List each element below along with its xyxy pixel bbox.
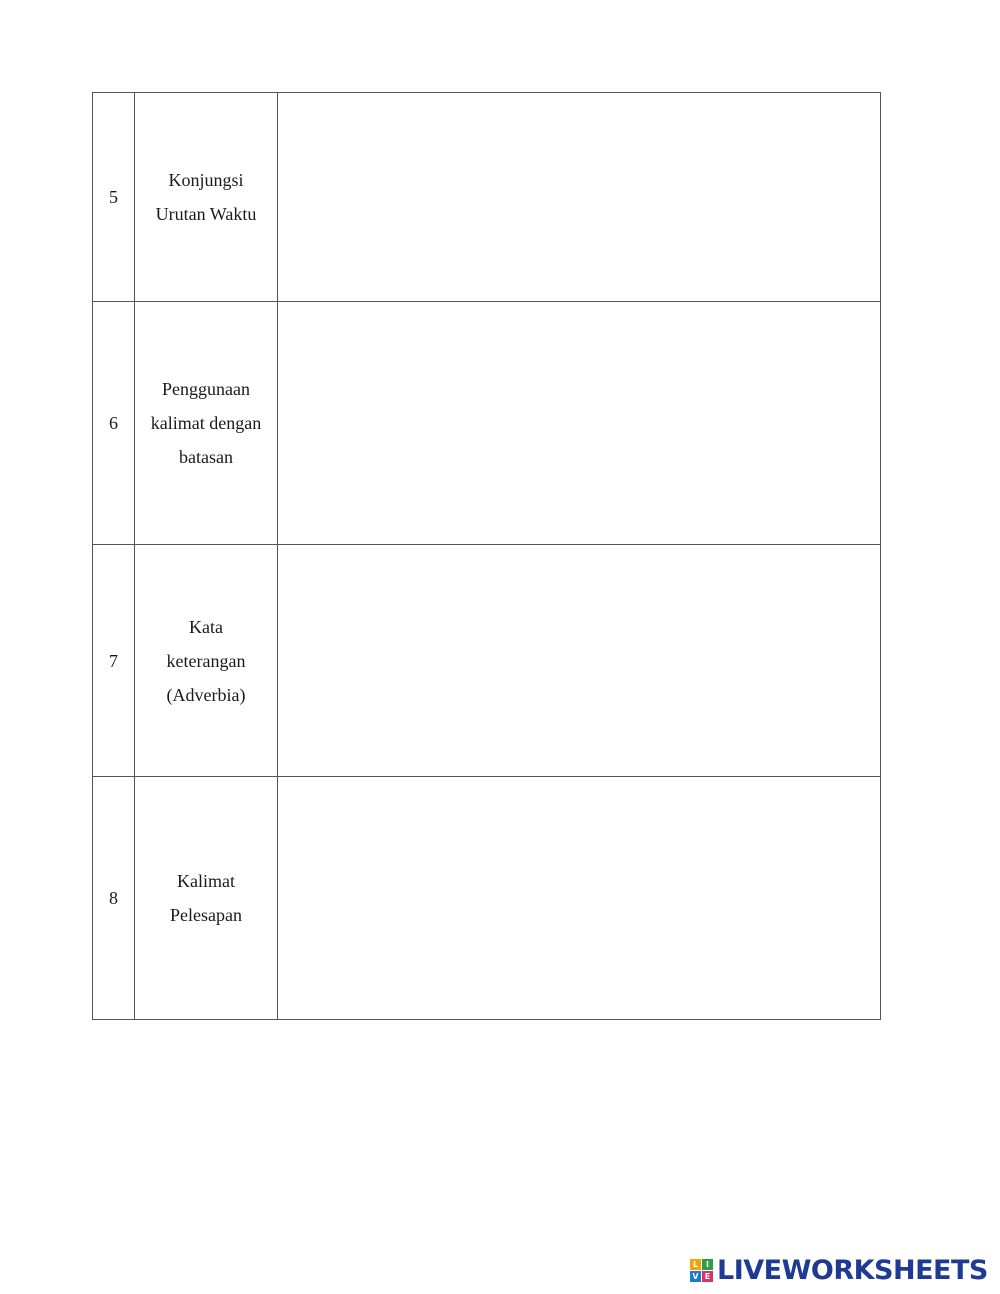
answer-field[interactable]	[278, 93, 881, 302]
answer-field[interactable]	[278, 777, 881, 1020]
table-row	[93, 777, 881, 1020]
topic-line: batasan	[179, 447, 233, 467]
row-number: 7	[93, 545, 135, 777]
topic-cell	[135, 302, 278, 545]
topic-line: Urutan Waktu	[155, 204, 257, 224]
logo-mark-letter: L	[690, 1259, 701, 1270]
topic-cell	[135, 93, 278, 302]
logo-mark-letter: I	[702, 1259, 713, 1270]
topic-cell	[135, 777, 278, 1020]
liveworksheets-logo	[690, 1254, 988, 1286]
logo-mark-icon	[690, 1259, 713, 1282]
table-row	[93, 302, 881, 545]
topic-cell	[135, 545, 278, 777]
topic-line: Penggunaan	[162, 379, 250, 399]
topic-line: Pelesapan	[170, 905, 242, 925]
worksheet-table	[92, 92, 881, 1020]
table-row	[93, 93, 881, 302]
topic-line: (Adverbia)	[166, 684, 246, 705]
topic-line: Kata	[189, 616, 223, 637]
topic-line: kalimat dengan	[150, 413, 262, 433]
topic-line: Konjungsi	[168, 170, 244, 190]
row-number: 6	[93, 302, 135, 545]
logo-mark-letter: E	[702, 1271, 713, 1282]
logo-mark-letter: V	[690, 1271, 701, 1282]
row-number: 5	[93, 93, 135, 302]
topic-line: Kalimat	[177, 871, 235, 891]
answer-field[interactable]	[278, 302, 881, 545]
answer-field[interactable]	[278, 545, 881, 777]
row-number: 8	[93, 777, 135, 1020]
logo-text: LIVEWORKSHEETS	[717, 1254, 988, 1286]
table-row	[93, 545, 881, 777]
topic-line: keterangan	[166, 650, 246, 671]
